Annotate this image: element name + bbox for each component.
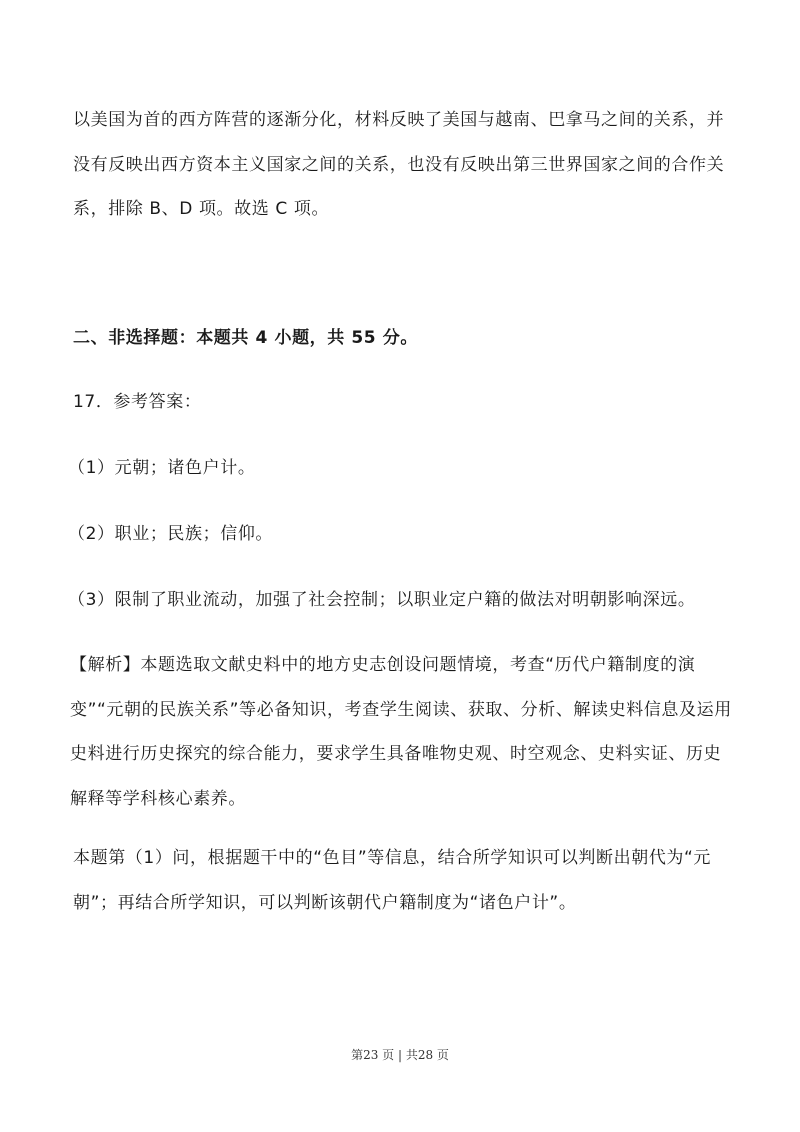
question-17-title: 17．参考答案：	[73, 392, 202, 412]
q17-answer-1: （1）元朝；诸色户计。	[68, 458, 256, 478]
analysis-paragraph: 【解析】本题选取文献史料中的地方史志创设问题情境，考查“历代户籍制度的演变”“元朝的民族关系”等必备知识，考查学生阅读、获取、分析、解读史料信息及运用史料进行历史探究的综合能力，要求学生具备唯物史观、时空观念、史料实证、历史解释等学科核心素养。	[70, 655, 732, 809]
q17-answer-3: （3）限制了职业流动，加强了社会控制；以职业定户籍的做法对明朝影响深远。	[68, 590, 696, 610]
q17-answer-2: （2）职业；民族；信仰。	[68, 524, 274, 544]
section-heading: 二、非选择题：本题共 4 小题，共 55 分。	[73, 328, 418, 348]
intro-paragraph: 以美国为首的西方阵营的逐渐分化，材料反映了美国与越南、巴拿马之间的关系，并没有反映出西方资本主义国家之间的关系，也没有反映出第三世界国家之间的合作关系，排除 B、D 项。故选 C 项。	[73, 110, 725, 219]
analysis-q1-paragraph: 本题第（1）问，根据题干中的“色目”等信息，结合所学知识可以判断出朝代为“元朝”；再结合所学知识，可以判断该朝代户籍制度为“诸色户计”。	[73, 848, 712, 913]
page-footer: 第23 页 | 共28 页	[351, 1048, 449, 1062]
